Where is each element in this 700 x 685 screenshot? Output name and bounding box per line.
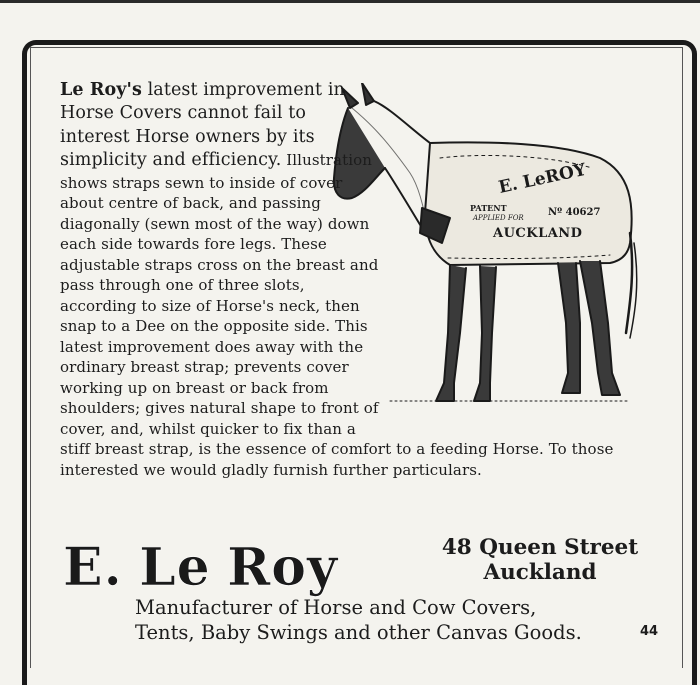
cover-patent-number: Nº 40627 <box>548 207 601 218</box>
cover-city: AUCKLAND <box>493 226 583 241</box>
top-rule <box>0 0 700 3</box>
address-line1: 48 Queen Street <box>441 535 639 560</box>
tagline-line1: Manufacturer of Horse and Cow Covers, <box>135 596 537 619</box>
firm-name-le: Le <box>139 537 211 598</box>
firm-name-roy: Roy <box>227 537 339 598</box>
firm-tagline <box>135 595 615 645</box>
firm-address <box>420 535 660 585</box>
lead-brand: Le Roy's <box>60 80 142 100</box>
page-number: 44 <box>640 624 659 639</box>
firm-initial: E. <box>63 537 123 598</box>
tagline-line2: Tents, Baby Swings and other Canvas Goods. <box>135 621 582 644</box>
illustration-float-space <box>380 79 660 424</box>
firm-name <box>63 537 338 598</box>
body-paragraph: Illustration shows straps sewn to inside of cover about centre of back, and passing diagonally (sewn most of the way) down each side towards fore legs. These adjustable straps cross on the breast and pass through one of three slots, according to size of Horse's neck, then snap to a Dee on the opposite side. This latest improvement does away with the ordinary breast strap; prevents cover working up on breast or back from shoulders; gives natural shape to front of cover, and, whilst quicker to fix than a stiff breast strap, is the essence of comfort to a feeding Horse. To those interested we would gladly furnish further particulars. <box>60 151 614 479</box>
cover-patent-line1: PATENT <box>470 203 507 213</box>
address-line2: Auckland <box>483 560 597 585</box>
lead-text: latest improvement in Horse Covers cannot fail to interest Horse owners by its simplicity and efficiency. <box>60 80 345 171</box>
cover-patent-line2: APPLIED FOR <box>473 214 524 222</box>
cover-brand: E. LeROY <box>496 159 588 198</box>
advert-body <box>60 79 660 480</box>
